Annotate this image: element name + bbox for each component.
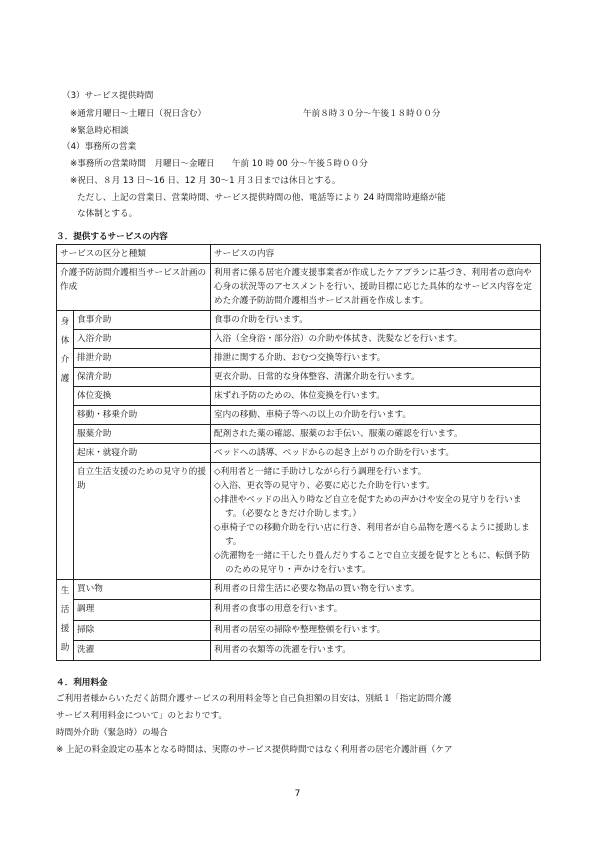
service-name: 掃除 [74, 620, 211, 640]
table-row [57, 311, 541, 330]
table-row [57, 580, 541, 600]
service-name: 体位変換 [74, 387, 211, 406]
service-name: 洗濯 [74, 640, 211, 660]
list-item: ◇車椅子での移動介助を行い店に行き、利用者が自ら品物を選べるように援助します。 [214, 523, 530, 547]
fee-line-3: 時間外介助（緊急時）の場合 [56, 728, 168, 738]
header-service-content: サービスの内容 [211, 245, 541, 264]
service-name: 食事介助 [74, 311, 211, 330]
table-row [57, 600, 541, 620]
table-row [57, 463, 541, 580]
table-row [57, 387, 541, 406]
service-content: 利用者の食事の用意を行います。 [211, 600, 541, 620]
service-content: 床ずれ予防のための、体位変換を行います。 [211, 387, 541, 406]
header-service-type: サービスの区分と種類 [57, 245, 211, 264]
life-support-group: 生活援助 [57, 580, 74, 661]
service-name: 買い物 [74, 580, 211, 600]
list-item: ◇入浴、更衣等の見守り、必要に応じた介助を行います。 [214, 481, 435, 491]
list-item: ◇利用者と一緒に手助けしながら行う調理を行います。 [214, 467, 427, 477]
list-item: ◇排泄やベッドの出入り時など自立を促すための声かけや安全の見守りを行います。（必要なときだけ介助します。） [214, 495, 522, 519]
table-header-row [57, 245, 541, 264]
service-content: 排泄に関する介助、おむつ交換等行います。 [211, 349, 541, 368]
service-content: 更衣介助、日常的な身体整容、清潔介助を行います。 [211, 368, 541, 387]
office-hours: ※事務所の営業時間 月曜日～金曜日 午前 10 時 00 分～午後５時００分 [70, 159, 368, 169]
table-row [57, 406, 541, 425]
service-content: ベッドへの誘導、ベッドからの起き上がりの介助を行います。 [211, 444, 541, 463]
table-row [57, 444, 541, 463]
table-row [57, 640, 541, 660]
table-row [57, 330, 541, 349]
service-content: 利用者の居室の掃除や整理整頓を行います。 [211, 620, 541, 640]
page-number: 7 [294, 789, 301, 799]
section4-heading: ４．利用料金 [56, 678, 108, 688]
physical-care-group: 身体介護 [57, 311, 74, 580]
service-content: 利用者の衣類等の洗濯を行います。 [211, 640, 541, 660]
service-name: 服薬介助 [74, 425, 211, 444]
table-row [57, 368, 541, 387]
service-name: 排泄介助 [74, 349, 211, 368]
service-name: 入浴介助 [74, 330, 211, 349]
service-content: 入浴（全身浴・部分浴）の介助や体拭き、洗髪などを行います。 [211, 330, 541, 349]
service-name: 保清介助 [74, 368, 211, 387]
table-row [57, 620, 541, 640]
service-content: 食事の介助を行います。 [211, 311, 541, 330]
independence-support-content [211, 463, 541, 580]
service-name: 移動・移乗介助 [74, 406, 211, 425]
office-note-line1: ただし、上記の営業日、営業時間、サービス提供時間の他、電話等により 24 時間常時連絡が能 [77, 193, 446, 203]
plan-content: 利用者に係る居宅介護支援事業者が作成したケアプランに基づき、利用者の意向や心身の状況等のアセスメントを行い、援助目標に応じた具体的なサービス内容を定めた介護予防訪問介護相当サービス計画を作成します。 [211, 264, 541, 311]
office-note-line2: な体制とする。 [77, 209, 138, 219]
list-item: ◇洗濯物を一緒に干したり畳んだりすることで自立支援を促すとともに、転倒予防のための見守り・声かけを行います。 [214, 551, 531, 575]
fee-line-1: ご利用者様からいただく訪問介護サービスの利用料金等と自己負担額の目安は、別紙１「指定訪問介護 [56, 694, 452, 704]
plan-label: 介護予防訪問介護相当サービス計画の作成 [57, 264, 211, 311]
service-content: 室内の移動、車椅子等への以上の介助を行います。 [211, 406, 541, 425]
emergency-note: ※緊急時応相談 [70, 126, 129, 136]
table-row [57, 264, 541, 311]
office-holidays: ※祝日、８月 13 日～16 日、12 月 30～1 月３日までは休日とする。 [70, 176, 341, 186]
service-content: 配剤された薬の確認、服薬のお手伝い、服薬の確認を行います。 [211, 425, 541, 444]
independence-support-name: 自立生活支援のための見守り的援助 [74, 463, 211, 580]
fee-line-2: サービス利用料金について」のとおりです。 [56, 711, 228, 721]
service-content-table [56, 244, 541, 661]
service-content: 利用者の日常生活に必要な物品の買い物を行います。 [211, 580, 541, 600]
service-name: 起床・就寝介助 [74, 444, 211, 463]
regular-hours-value: 午前８時３０分～午後１８時００分 [303, 109, 441, 119]
office-heading: （4）事務所の営業 [62, 142, 137, 152]
service-hours-heading: （3）サービス提供時間 [62, 91, 154, 101]
service-name: 調理 [74, 600, 211, 620]
regular-days-label: ※通常月曜日～土曜日（祝日含む） [70, 109, 207, 119]
table-row [57, 425, 541, 444]
fee-line-4: ※ 上記の料金設定の基本となる時間は、実際のサービス提供時間ではなく利用者の居宅介護計画（ケア [56, 745, 453, 755]
section3-heading: ３．提供するサービスの内容 [56, 232, 168, 242]
table-row [57, 349, 541, 368]
